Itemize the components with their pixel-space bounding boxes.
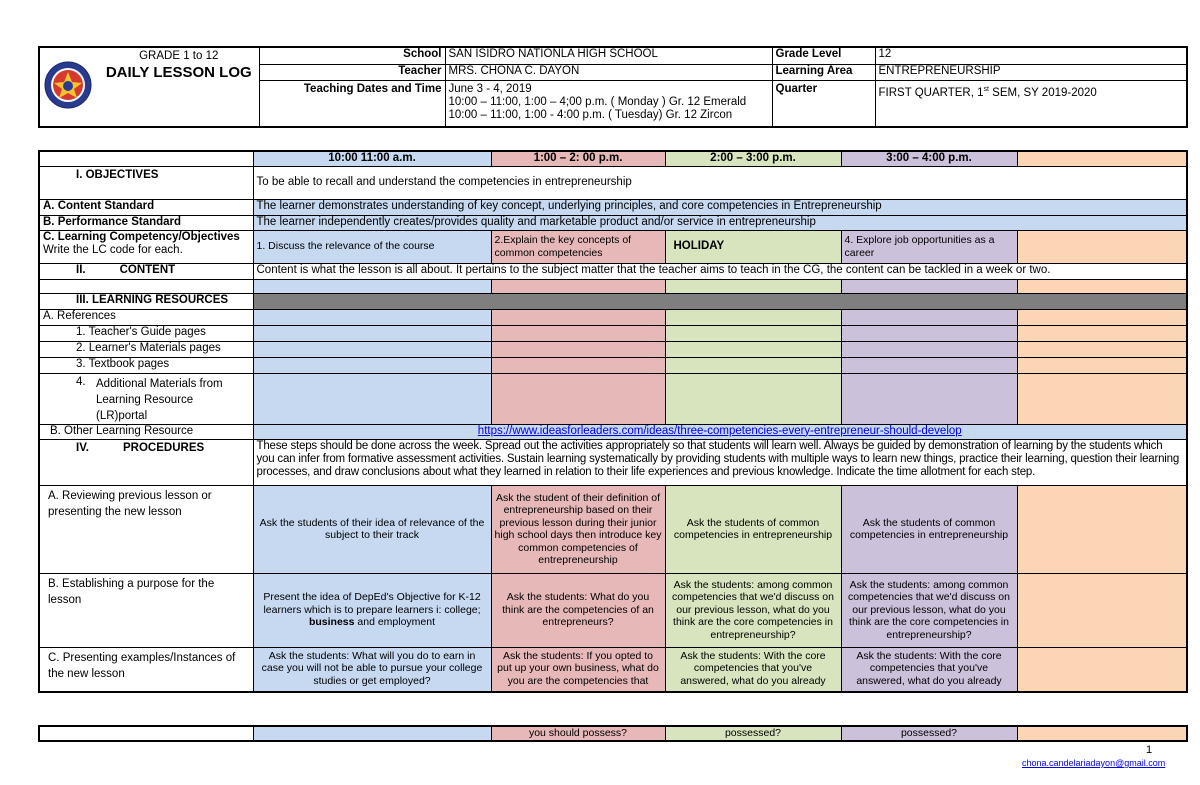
performance-standard-label: B. Performance Standard [39, 215, 253, 230]
tg-col-5 [1017, 325, 1187, 341]
step-c-col-3: Ask the students: With the core competencies that you've answered, what do you already [665, 647, 841, 692]
additional-col-5 [1017, 373, 1187, 424]
tg-pages-label: 1. Teacher's Guide pages [39, 325, 253, 341]
textbook-col-1 [253, 357, 491, 373]
additional-materials-label: Additional Materials from Learning Resource (LR)portal [96, 377, 223, 422]
other-resource-label: B. Other Learning Resource [39, 424, 253, 439]
tg-col-1 [253, 325, 491, 341]
continuation-blank [39, 726, 253, 741]
step-b-col-5 [1017, 573, 1187, 647]
time-col-4: 3:00 – 4:00 p.m. [841, 151, 1017, 166]
lm-col-5 [1017, 341, 1187, 357]
step-a-label: A. Reviewing previous lesson or presenting the new lesson [39, 485, 253, 573]
continuation-col-1 [253, 726, 491, 741]
step-a-col-2: Ask the student of their definition of entrepreneurship based on their previous lesson during their junior high school days then introduce key common competencies of entrepreneurship [491, 485, 665, 573]
tg-col-2 [491, 325, 665, 341]
step-c-col-2: Ask the students: If you opted to put up your own business, what do you are the competencies that [491, 647, 665, 692]
references-label: A. References [39, 309, 253, 325]
quarter-pre: FIRST QUARTER, 1 [878, 86, 984, 99]
step-c-label: C. Presenting examples/Instances of the new lesson [39, 647, 253, 692]
references-col-1 [253, 309, 491, 325]
step-b-col-1 [253, 573, 491, 647]
continuation-col-3: possessed? [665, 726, 841, 741]
school-value: SAN ISIDRO NATIONLA HIGH SCHOOL [445, 47, 772, 64]
textbook-col-2 [491, 357, 665, 373]
page-number: 1 [1146, 744, 1153, 756]
step-c-col-1: Ask the students: What will you do to earn in case you will not be able to pursue your college studies or get employed? [253, 647, 491, 692]
procedures-label: PROCEDURES [123, 441, 205, 454]
deped-seal-icon [43, 60, 93, 110]
time-col-3: 2:00 – 3:00 p.m. [665, 151, 841, 166]
references-col-2 [491, 309, 665, 325]
lm-col-3 [665, 341, 841, 357]
learning-area-label: Learning Area [772, 64, 875, 80]
time-col-1: 10:00 11:00 a.m. [253, 151, 491, 166]
deped-seal [39, 47, 99, 127]
quarter-sup: st [983, 85, 989, 93]
objectives-label: I. OBJECTIVES [39, 166, 253, 199]
additional-col-1 [253, 373, 491, 424]
step-c-col-4: Ask the students: With the core competencies that you've answered, what do you already [841, 647, 1017, 692]
teacher-value: MRS. CHONA C. DAYON [445, 64, 772, 80]
time-col-5 [1017, 151, 1187, 166]
content-standard-text: The learner demonstrates understanding of key concept, underlying principles, and core competencies in Entrepreneurship [253, 199, 1187, 215]
step-c-col-5 [1017, 647, 1187, 692]
content-standard-label: A. Content Standard [39, 199, 253, 215]
procedures-text: These steps should be done across the week. Spread out the activities appropriately so that students will learn well. Always be guided by demonstration of learning by the students which you can infer from formative assessment activities. Sustain learning systematically by providing students with multiple ways to learn new things, practice their learning, question their learning processes, and draw conclusions about what they learned in relation to their life experiences and previous knowledge. Indicate the time allotment for each step. [253, 439, 1187, 485]
grade-range: GRADE 1 to 12 [139, 50, 219, 62]
textbook-col-5 [1017, 357, 1187, 373]
content-col-3 [665, 279, 841, 293]
continuation-col-5 [1017, 726, 1187, 741]
other-resource-cell [253, 424, 1187, 439]
grade-level-label: Grade Level [772, 47, 875, 64]
competency-label: C. Learning Competency/Objectives [43, 230, 240, 243]
references-col-4 [841, 309, 1017, 325]
references-col-5 [1017, 309, 1187, 325]
competency-col-4: 4. Explore job opportunities as a career [841, 230, 1017, 263]
quarter-post: SEM, SY 2019-2020 [988, 86, 1097, 99]
objectives-text: To be able to recall and understand the competencies in entrepreneurship [253, 166, 1187, 199]
header-table [38, 46, 1188, 128]
step-a-col-4: Ask the students of common competencies in entrepreneurship [841, 485, 1017, 573]
time-col-2: 1:00 – 2: 00 p.m. [491, 151, 665, 166]
content-col-2 [491, 279, 665, 293]
content-label: CONTENT [119, 263, 176, 276]
continuation-col-2: you should possess? [491, 726, 665, 741]
learning-area-value: ENTREPRENEURSHIP [875, 64, 1187, 80]
textbook-col-3 [665, 357, 841, 373]
competency-col-5 [1017, 230, 1187, 263]
step-a-col-1: Ask the students of their idea of relevance of the subject to their track [253, 485, 491, 573]
references-col-3 [665, 309, 841, 325]
content-label-num: II. [76, 263, 86, 276]
step-b-label: B. Establishing a purpose for the lesson [39, 573, 253, 647]
procedures-label-num: IV. [76, 441, 90, 454]
additional-col-3 [665, 373, 841, 424]
lm-col-1 [253, 341, 491, 357]
lm-pages-label: 2. Learner's Materials pages [39, 341, 253, 357]
lesson-log-title-cell [99, 47, 259, 127]
content-col-4 [841, 279, 1017, 293]
resources-gray-bar [253, 293, 1187, 309]
continuation-table [38, 725, 1188, 742]
step-b-col-3: Ask the students: among common competencies that we'd discuss on our previous lesson, what do you think are the core competencies in entrepreneurship? [665, 573, 841, 647]
competency-col-2: 2.Explain the key concepts of common competencies [491, 230, 665, 263]
step-a-col-3: Ask the students of common competencies in entrepreneurship [665, 485, 841, 573]
step-b-col-1-bold: business [308, 616, 355, 629]
content-blank [39, 279, 253, 293]
competency-sublabel: Write the LC code for each. [43, 243, 183, 256]
school-label: School [259, 47, 445, 64]
step-b-col-4: Ask the students: among common competencies that we'd discuss on our previous lesson, what do you think are the core competencies in entrepreneurship? [841, 573, 1017, 647]
lm-col-4 [841, 341, 1017, 357]
competency-col-3: HOLIDAY [665, 230, 841, 263]
content-label-cell [39, 263, 253, 279]
content-col-5 [1017, 279, 1187, 293]
teacher-label: Teacher [259, 64, 445, 80]
log-title: DAILY LESSON LOG [105, 64, 252, 81]
footer-email-link[interactable]: chona.candelariadayon@gmail.com [1022, 758, 1166, 768]
continuation-col-4: possessed? [841, 726, 1017, 741]
dates-line-2: 10:00 – 11:00, 1:00 – 4;00 p.m. ( Monday ) Gr. 12 Emerald [448, 95, 747, 108]
resources-label: III. LEARNING RESOURCES [39, 293, 253, 309]
step-a-col-5 [1017, 485, 1187, 573]
content-text: Content is what the lesson is all about. It pertains to the subject matter that the teacher aims to teach in the CG, the content can be tackled in a week or two. [253, 263, 1187, 279]
tg-col-4 [841, 325, 1017, 341]
grade-level-value: 12 [875, 47, 1187, 64]
dates-value [445, 80, 772, 127]
tg-col-3 [665, 325, 841, 341]
competency-col-1: 1. Discuss the relevance of the course [253, 230, 491, 263]
content-col-1 [253, 279, 491, 293]
dates-line-1: June 3 - 4, 2019 [448, 82, 532, 95]
quarter-label: Quarter [772, 80, 875, 127]
additional-materials-cell [39, 373, 253, 424]
textbook-col-4 [841, 357, 1017, 373]
step-b-col-1-post: and employment [354, 616, 436, 629]
dates-line-3: 10:00 – 11:00, 1:00 - 4:00 p.m. ( Tuesday) Gr. 12 Zircon [448, 108, 733, 121]
additional-materials-num: 4. [76, 375, 86, 388]
lm-col-2 [491, 341, 665, 357]
step-b-col-1-pre: Present the idea of DepEd's Objective for K-12 learners which is to prepare learners i: college; [263, 591, 481, 616]
lesson-table [38, 150, 1188, 693]
step-b-col-2: Ask the students: What do you think are the competencies of an entrepreneurs? [491, 573, 665, 647]
dates-label: Teaching Dates and Time [259, 80, 445, 127]
quarter-value [875, 80, 1187, 127]
additional-col-2 [491, 373, 665, 424]
time-header-blank [39, 151, 253, 166]
performance-standard-text: The learner independently creates/provides quality and marketable product and/or service in entrepreneurship [253, 215, 1187, 230]
competency-label-cell [39, 230, 253, 263]
other-resource-link[interactable]: https://www.ideasforleaders.com/ideas/three-competencies-every-entrepreneur-should-develop [477, 424, 962, 437]
additional-col-4 [841, 373, 1017, 424]
procedures-label-cell [39, 439, 253, 485]
textbook-pages-label: 3. Textbook pages [39, 357, 253, 373]
